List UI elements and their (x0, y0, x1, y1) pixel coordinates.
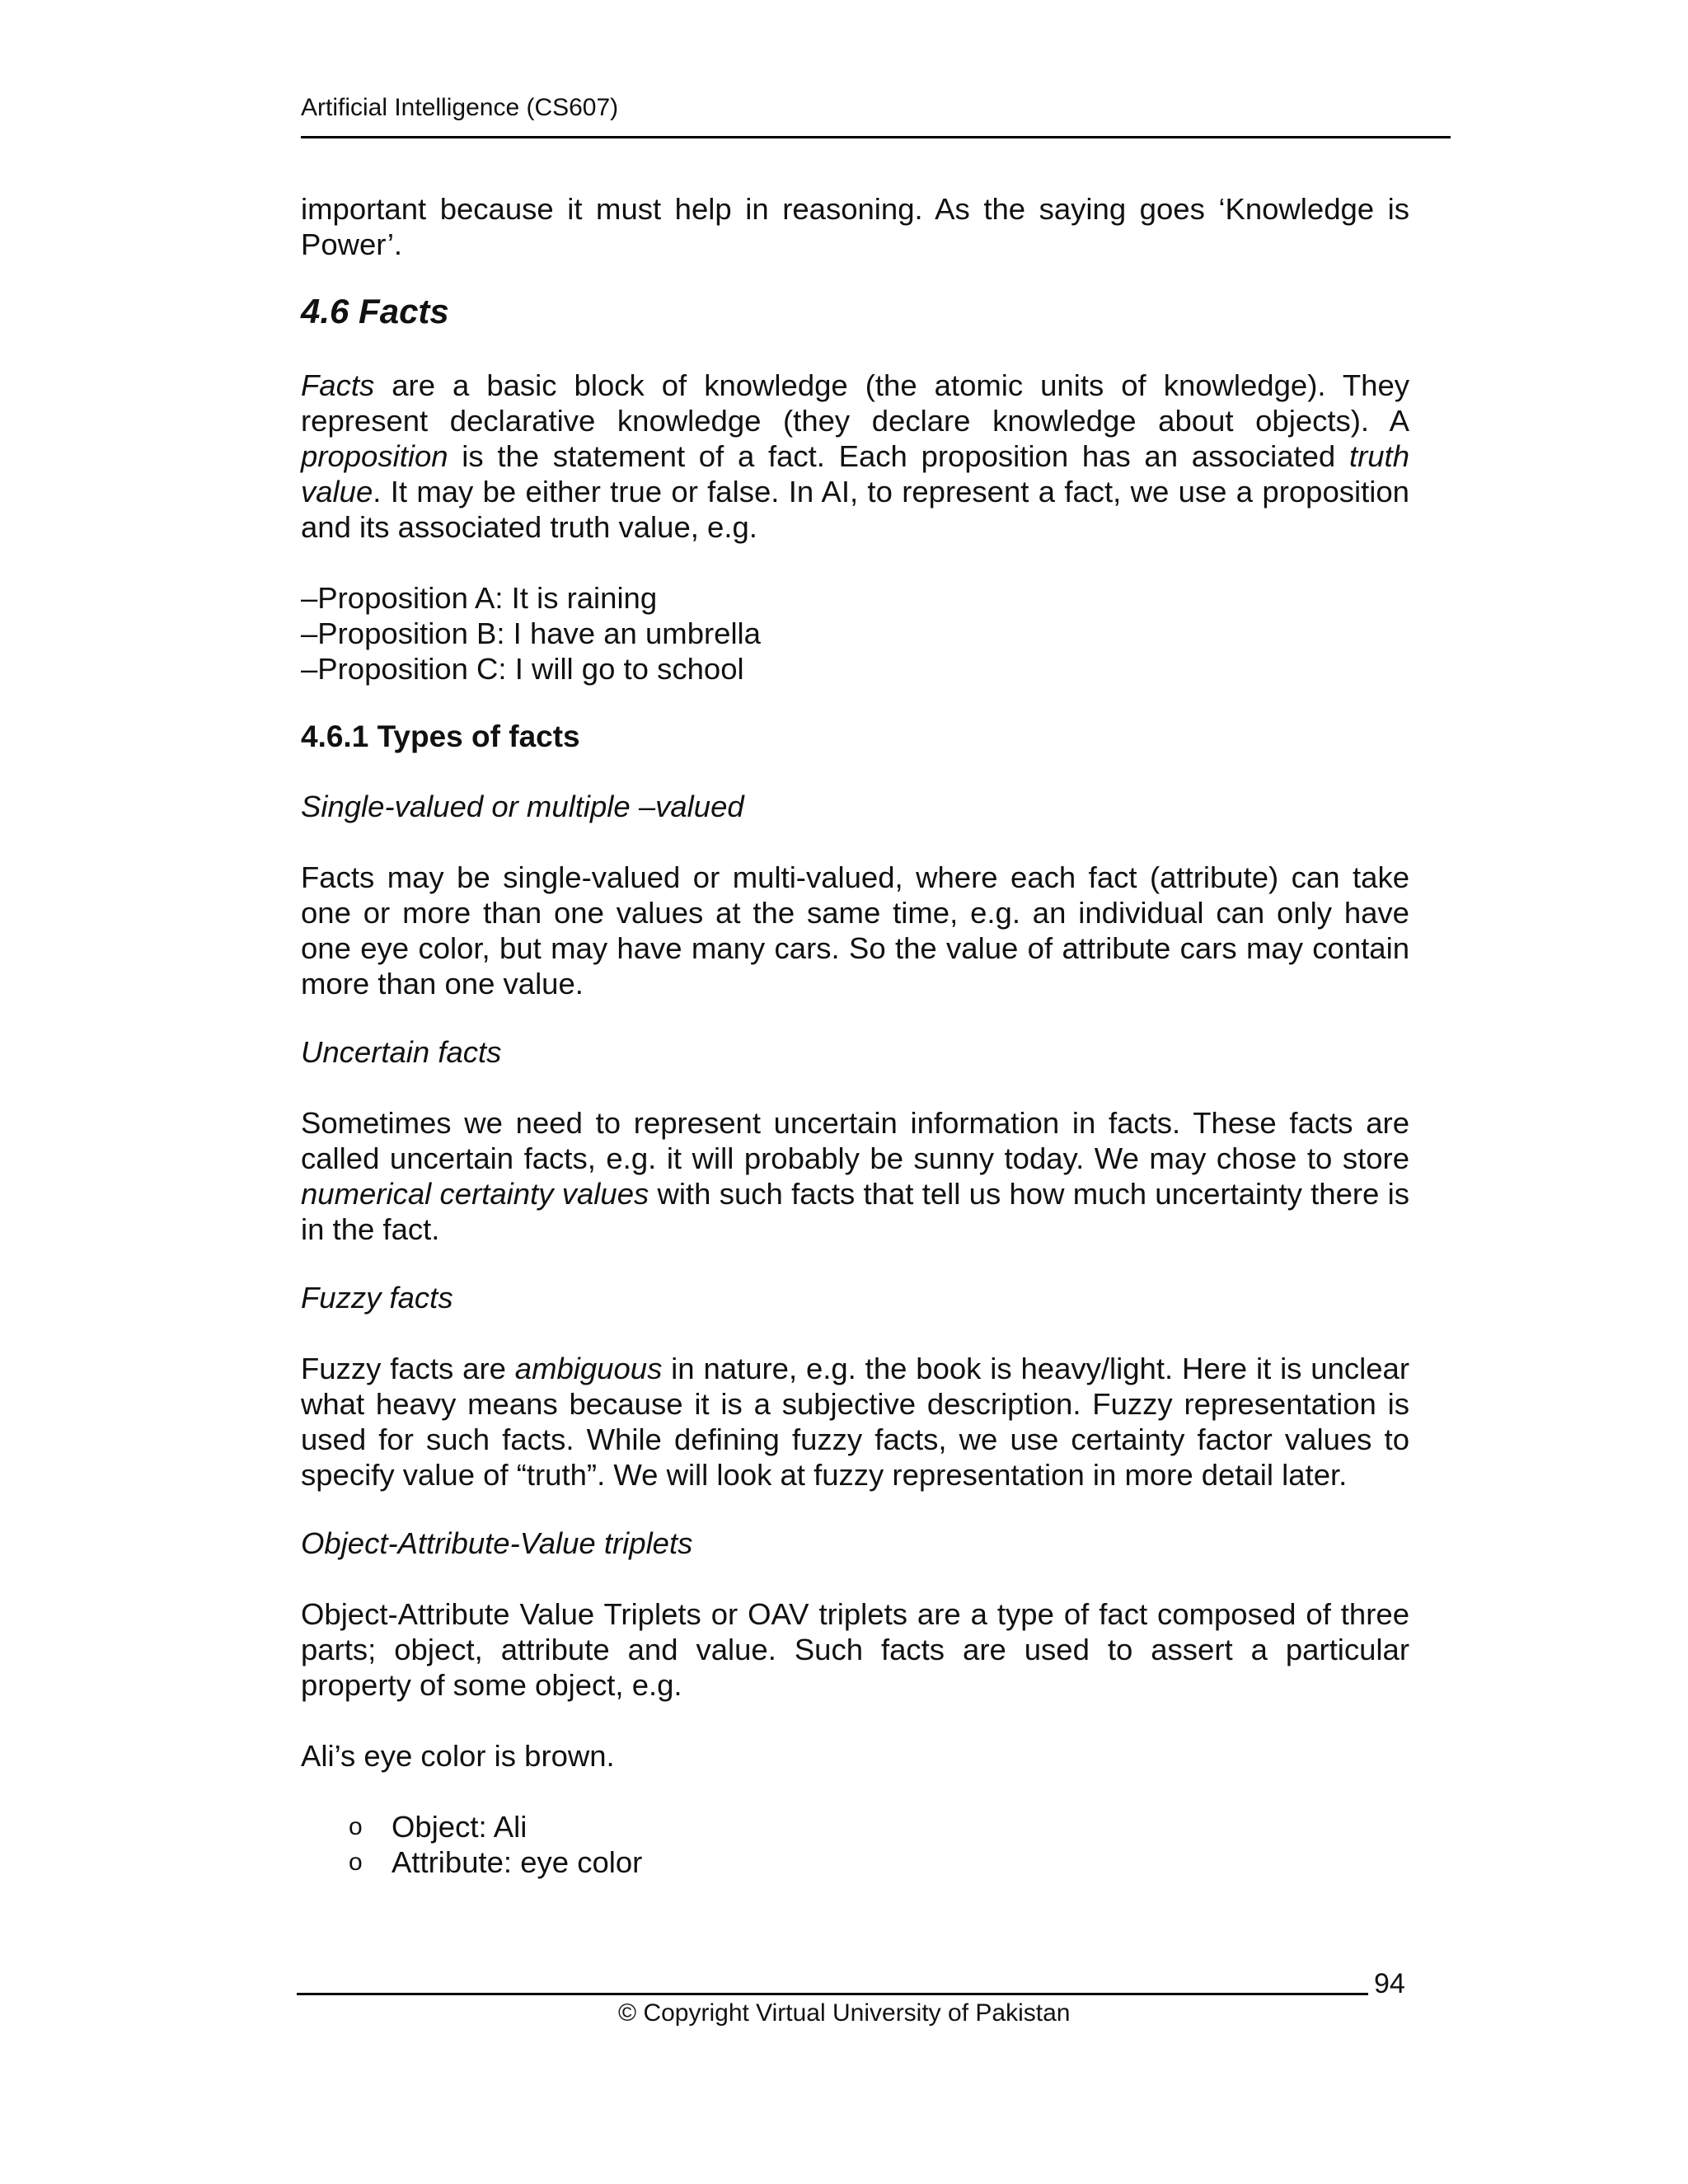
ambiguous-term: ambiguous (514, 1352, 663, 1385)
list-item: –Proposition B: I have an umbrella (301, 616, 761, 650)
uncertain-text-1: Sometimes we need to represent uncertain information in facts. These facts are called uncertain facts, e.g. it will probably be sunny today. We may chose to store (301, 1106, 1409, 1175)
facts-text-1: are a basic block of knowledge (the atomic units of knowledge). They represent declarative knowledge (they declare knowledge about objects). A (301, 368, 1409, 438)
circle-bullet-icon: o (349, 1813, 363, 1840)
oav-paragraph: Object-Attribute Value Triplets or OAV triplets are a type of fact composed of three parts; object, attribute and value. Such facts are used to assert a particular property of some object, e.g. (301, 1597, 1409, 1702)
fuzzy-facts-title: Fuzzy facts (301, 1281, 453, 1315)
copyright-notice: © Copyright Virtual University of Pakistan (618, 1999, 1071, 2027)
header-title: Artificial Intelligence (CS607) (301, 94, 619, 121)
fuzzy-text-2: in nature, e.g. the book is heavy/light. Here it is unclear what heavy means because it is a subjective description. Fuzzy representation is used for such facts. While defining fuzzy facts, we use certainty factor values to specify value of “truth”. We will look at fuzzy representation in more detail later. (301, 1352, 1410, 1492)
facts-term: Facts (301, 368, 375, 402)
page-header (301, 91, 1451, 138)
uncertain-text-2: with such facts that tell us how much uncertainty there is in the fact. (301, 1177, 1409, 1246)
single-valued-title: Single-valued or multiple –valued (301, 790, 744, 823)
facts-definition-paragraph (301, 368, 1409, 545)
certainty-values-term: numerical certainty values (301, 1177, 649, 1211)
truth-value-term: truth value (301, 439, 1409, 509)
page-footer (297, 1968, 1409, 2026)
facts-text-3: . It may be either true or false. In AI, to represent a fact, we use a proposition and its associated truth value, e.g. (301, 475, 1409, 544)
fuzzy-facts-paragraph (301, 1351, 1409, 1493)
uncertain-facts-title: Uncertain facts (301, 1035, 502, 1069)
proposition-term: proposition (301, 439, 448, 473)
page-number: 94 (1374, 1968, 1405, 1999)
page-content (301, 191, 1409, 1880)
subsection-heading: 4.6.1 Types of facts (301, 719, 580, 753)
footer-rule (297, 1993, 1368, 1995)
oav-bullet-list (301, 1809, 1409, 1880)
list-item (301, 1809, 1409, 1844)
section-heading: 4.6 Facts (301, 292, 449, 330)
fuzzy-text-1: Fuzzy facts are (301, 1352, 515, 1385)
list-item (301, 1844, 1409, 1880)
list-item-text: Object: Ali (392, 1810, 528, 1844)
circle-bullet-icon: o (349, 1849, 363, 1876)
single-valued-paragraph: Facts may be single-valued or multi-valued, where each fact (attribute) can take one or more than one values at the same time, e.g. an individual can only have one eye color, but may have many cars. So the value of attribute cars may contain more than one value. (301, 860, 1409, 1001)
list-item-text: Attribute: eye color (392, 1845, 643, 1879)
proposition-list (301, 580, 1409, 687)
oav-title: Object-Attribute-Value triplets (301, 1526, 693, 1560)
intro-paragraph: important because it must help in reasoning. As the saying goes ‘Knowledge is Power’. (301, 192, 1409, 261)
list-item: –Proposition C: I will go to school (301, 652, 744, 686)
uncertain-facts-paragraph (301, 1105, 1409, 1247)
list-item: –Proposition A: It is raining (301, 581, 658, 615)
oav-example: Ali’s eye color is brown. (301, 1739, 615, 1773)
facts-text-2: is the statement of a fact. Each proposition has an associated (448, 439, 1349, 473)
